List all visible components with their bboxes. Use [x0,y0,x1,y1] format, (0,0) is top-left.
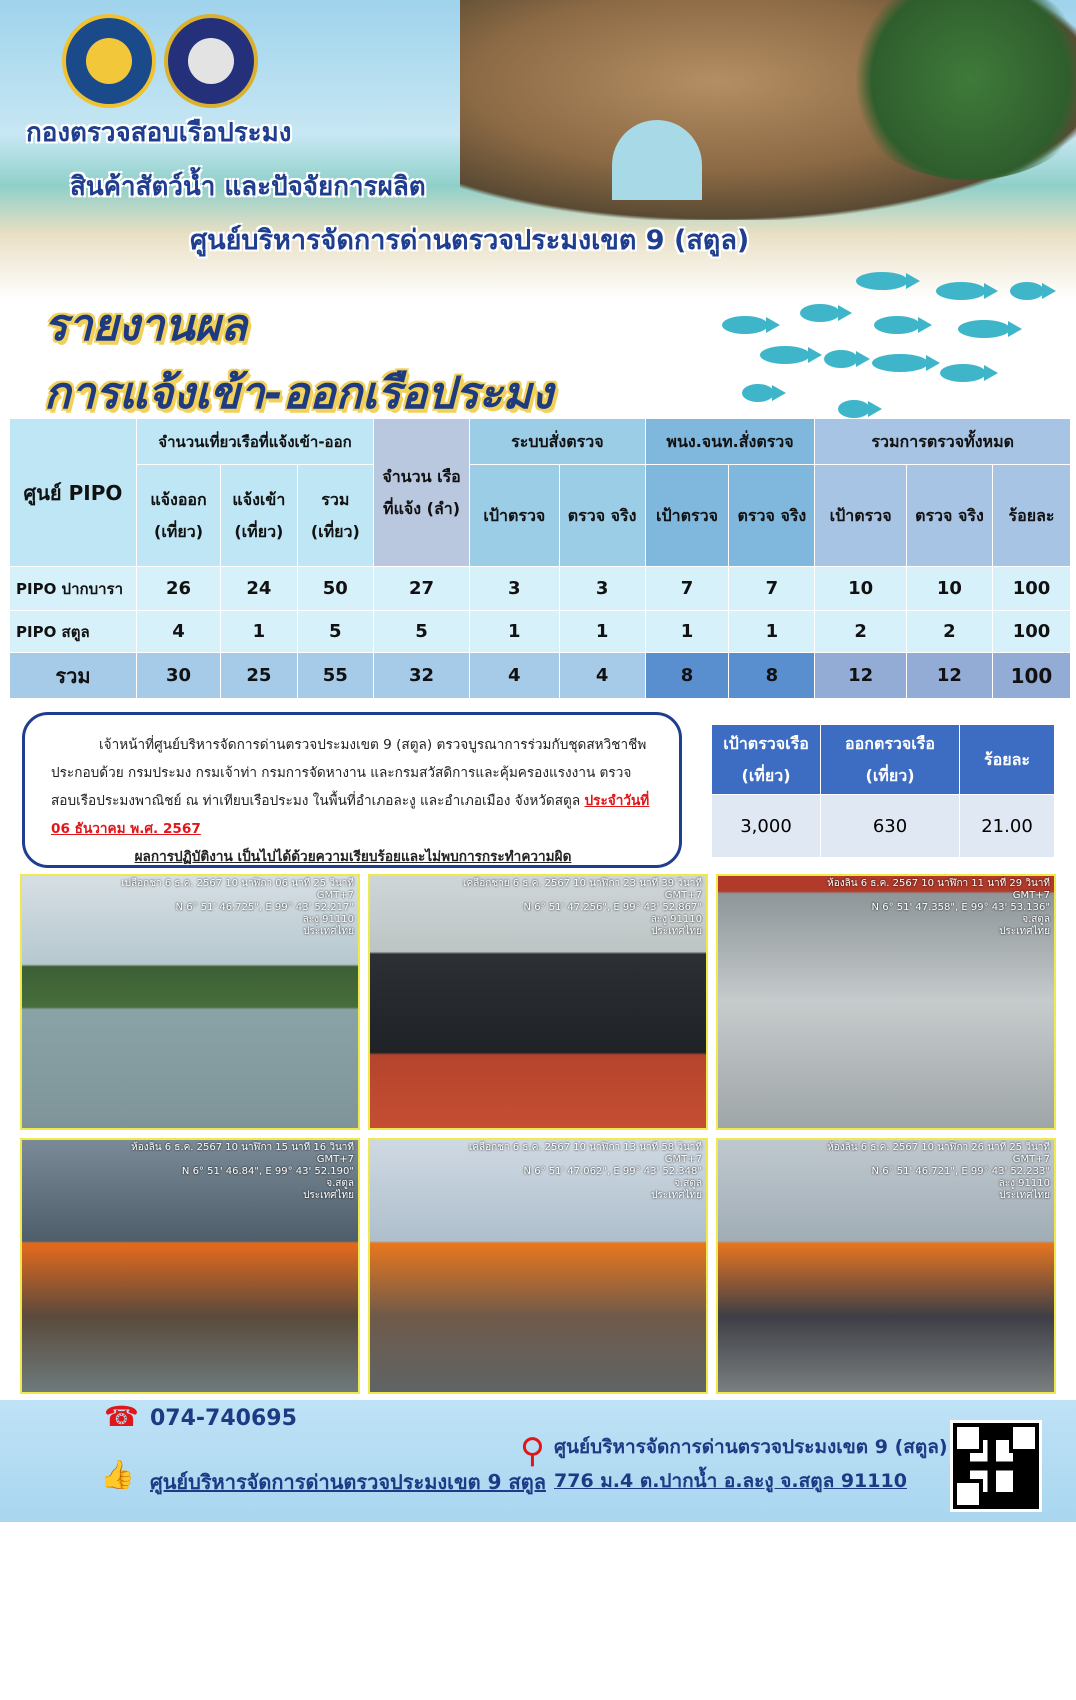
row-name: รวม [10,653,137,699]
result-text: ผลการปฏิบัติงาน เป็นไปได้ด้วยความเรียบร้อยและไม่พบการกระทำความผิด [134,849,572,865]
photo-timestamp: ห้องลิน 6 ธ.ค. 2567 10 นาฬิกา 15 นาที 16 วินาที GMT+7 N 6° 51' 46.84", E 99° 43' 52.190" จ.สตูล ประเทศไทย [131,1142,354,1201]
thumbs-up-icon: 👍 [100,1458,135,1491]
header-off-actual: ตรวจ จริง [729,465,815,567]
photo-timestamp: เคลือกชาย 6 ธ.ค. 2567 10 นาฬิกา 23 นาที 39 วินาที GMT+7 N 6° 51' 47.256", E 99° 43' 52.867" ละงู 91110 ประเทศไทย [463,878,702,937]
report-title-line-2: การแจ้งเข้า-ออกเรือประมง [44,368,553,419]
cell-off-target: 8 [645,653,729,699]
header-line-1: กองตรวจสอบเรือประมง [26,118,292,148]
pipo-report-table [9,418,1071,699]
operation-summary-box [22,712,682,868]
fish-icon [872,354,928,372]
header-boats: จำนวน เรือที่แจ้ง (ลำ) [374,419,470,567]
header-line-2: สินค้าสัตว์น้ำ และปัจจัยการผลิต [70,172,426,202]
photo-grid [20,874,1060,1700]
cell-sys-actual: 3 [559,567,645,611]
cell-in: 24 [221,567,297,611]
cell-sum: 5 [297,611,373,653]
photo-timestamp: ห้องลิน 6 ธ.ค. 2567 10 นาฬิกา 26 นาที 25 วินาที GMT+7 N 6° 51' 46.721", E 99° 43' 52.233" ละงู 91110 ประเทศไทย [827,1142,1050,1201]
header-off-target: เป้าตรวจ [645,465,729,567]
report-title-line-1: รายงานผล [44,300,248,351]
cell-out: 4 [136,611,220,653]
phone-number: 074-740695 [150,1406,297,1431]
fish-icon [958,320,1010,338]
cell-off-actual: 7 [729,567,815,611]
cell-in: 1 [221,611,297,653]
fish-icon [856,272,908,290]
percent-value: 21.00 [960,795,1055,858]
cell-off-target: 1 [645,611,729,653]
header-out: แจ้งออก (เที่ยว) [136,465,220,567]
fish-icon [760,346,810,364]
cell-in: 25 [221,653,297,699]
cell-boats: 5 [374,611,470,653]
fish-icon [722,316,768,334]
header-trips: จำนวนเที่ยวเรือที่แจ้งเข้า-ออก [136,419,373,465]
cell-boats: 27 [374,567,470,611]
facebook-page-name: ศูนย์บริหารจัดการด่านตรวจประมงเขต 9 สตูล [150,1470,546,1494]
phone-icon: ☎ [104,1400,139,1433]
cell-sum: 55 [297,653,373,699]
cell-percent: 100 [992,567,1070,611]
photo-crew-lineup [368,1138,708,1394]
header-sys-actual: ตรวจ จริง [559,465,645,567]
header-sum: รวม (เที่ยว) [297,465,373,567]
table-row [10,611,1071,653]
header-center: ศูนย์ PIPO [10,419,137,567]
office-address: 776 ม.4 ต.ปากน้ำ อ.ละงู จ.สตูล 91110 [554,1470,907,1492]
row-name: PIPO สตูล [10,611,137,653]
report-date: ประจำวันที่ 06 ธันวาคม พ.ศ. 2567 [51,793,650,837]
cell-off-target: 7 [645,567,729,611]
cell-sys-target: 4 [470,653,560,699]
cell-tot-target: 10 [815,567,906,611]
header-banner [0,0,1076,300]
office-name: ศูนย์บริหารจัดการด่านตรวจประมงเขต 9 (สตูล) [554,1436,948,1458]
cell-off-actual: 1 [729,611,815,653]
header-tot-actual: ตรวจ จริง [906,465,992,567]
fish-icon [1010,282,1044,300]
cell-out: 26 [136,567,220,611]
cell-sys-target: 1 [470,611,560,653]
cell-sys-actual: 4 [559,653,645,699]
header-in: แจ้งเข้า (เที่ยว) [221,465,297,567]
cell-tot-actual: 10 [906,567,992,611]
table-row [10,567,1071,611]
photo-pier-inspection [716,1138,1056,1394]
header-total: รวมการตรวจทั้งหมด [815,419,1071,465]
cell-boats: 32 [374,653,470,699]
fish-icon [936,282,986,300]
photo-fishing-nets [368,874,708,1130]
cell-percent: 100 [992,611,1070,653]
header-sys-target: เป้าตรวจ [470,465,560,567]
cell-sys-target: 3 [470,567,560,611]
header-line-3: ศูนย์บริหารจัดการด่านตรวจประมงเขต 9 (สตูล) [190,225,750,256]
row-name: PIPO ปากบารา [10,567,137,611]
cell-tot-actual: 2 [906,611,992,653]
header-system: ระบบสั่งตรวจ [470,419,646,465]
header-percent: ร้อยละ [992,465,1070,567]
inspected-trips-value: 630 [821,795,960,858]
fish-icon [838,400,870,418]
fish-icon [742,384,774,402]
cell-out: 30 [136,653,220,699]
photo-fishing-boat [20,874,360,1130]
header-inspected-trips: ออกตรวจเรือ (เที่ยว) [821,725,960,795]
qr-code [950,1420,1042,1512]
photo-timestamp: เคลือกชา 6 ธ.ค. 2567 10 นาฬิกา 13 นาที 58 วินาที GMT+7 N 6° 51' 47.062", E 99° 43' 52.348" จ.สตูล ประเทศไทย [468,1142,702,1201]
header-officer: พนง.จนท.สั่งตรวจ [645,419,815,465]
fish-icon [824,350,858,368]
photo-document-check [20,1138,360,1394]
table-total-row [10,653,1071,699]
cell-tot-target: 2 [815,611,906,653]
photo-fish-catch [716,874,1056,1130]
cell-sum: 50 [297,567,373,611]
cell-tot-actual: 12 [906,653,992,699]
photo-timestamp: เปลือกชา 6 ธ.ค. 2567 10 นาฬิกา 06 นาที 25 วินาที GMT+7 N 6° 51' 46.725", E 99° 43' 52.217" ละงู 91110 ประเทศไทย [121,878,354,937]
header-percent: ร้อยละ [960,725,1055,795]
fish-icon [874,316,920,334]
target-trips-value: 3,000 [712,795,821,858]
cell-off-actual: 8 [729,653,815,699]
inspection-target-table [711,724,1055,858]
fish-icon [940,364,986,382]
header-tot-target: เป้าตรวจ [815,465,906,567]
fishery-inspection-logo [164,14,258,108]
department-of-fisheries-logo [62,14,156,108]
cell-tot-target: 12 [815,653,906,699]
location-pin-icon: ⚲ [520,1431,545,1471]
cell-percent: 100 [992,653,1070,699]
header-target-trips: เป้าตรวจเรือ (เที่ยว) [712,725,821,795]
photo-timestamp: ห้องลิน 6 ธ.ค. 2567 10 นาฬิกา 11 นาที 29 วินาที GMT+7 N 6° 51' 47.358", E 99° 43' 53.136" จ.สตูล ประเทศไทย [827,878,1050,937]
cell-sys-actual: 1 [559,611,645,653]
summary-text: เจ้าหน้าที่ศูนย์บริหารจัดการด่านตรวจประมงเขต 9 (สตูล) ตรวจบูรณาการร่วมกับชุดสหวิชาชีพประกอบด้วย กรมประมง กรมเจ้าท่า กรมการจัดหางาน และกรมสวัสดิการและคุ้มครองแรงงาน ตรวจสอบเรือประมงพาณิชย์ ณ ท่าเทียบเรือประมง ในพื้นที่อำเภอละงู และอำเภอเมือง จังหวัดสตูล [51,737,647,809]
fish-icon [800,304,840,322]
